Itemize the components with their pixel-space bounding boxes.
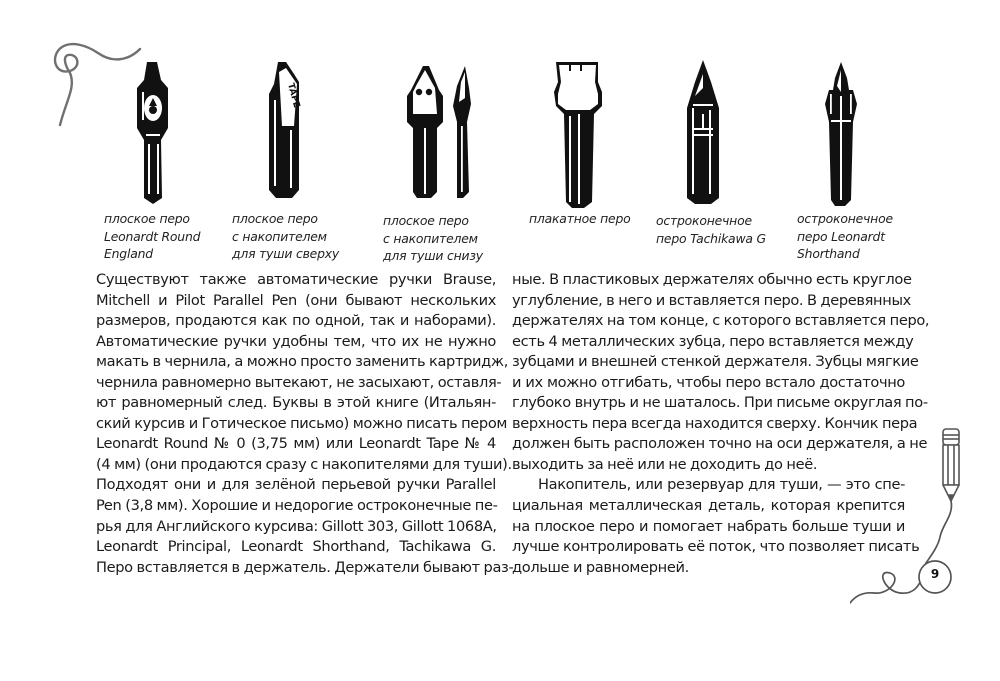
text-line: Автоматические ручки удобны тем, что их не нужно (96, 332, 496, 350)
nib-caption-tachikawa-g (656, 212, 766, 247)
text-line: дольше и равномерней. (512, 558, 689, 576)
text-line: ные. В пластиковых держателях обычно есть круглое (512, 271, 912, 288)
text-line: верхность пера всегда находится сверху. Кончик пера (512, 414, 918, 432)
nib-caption-reservoir-bottom (383, 212, 483, 265)
text-line: циальная металлическая деталь, которая крепится (512, 497, 905, 515)
nib-reservoir-bottom-illustration (403, 62, 483, 202)
caption-line: Shorthand (797, 246, 860, 261)
caption-line: перо Leonardt (797, 228, 885, 244)
nib-poster-illustration (552, 60, 604, 208)
pencil-swirl-ornament (850, 425, 1000, 615)
text-line: Накопитель, или резервуар для туши, — это спе- (538, 476, 905, 494)
nib-tape-illustration (264, 60, 304, 200)
text-line: выходить за неё или не доходить до неё. (512, 455, 818, 473)
text-line: углубление, в него и вставляется перо. В деревянных (512, 291, 911, 309)
caption-line: остроконечное (797, 211, 893, 226)
caption-line: с накопителем (232, 228, 327, 244)
text-line: Существуют также автоматические ручки Brause, (96, 271, 496, 288)
nib-caption-poster (529, 210, 631, 228)
text-line: Перо вставляется в держатель. Держатели бывают раз- (96, 558, 514, 576)
text-line: держателях на том конце, с которого вставляется перо, (512, 312, 930, 330)
caption-line: плакатное перо (529, 211, 631, 226)
nib-caption-leonardt-round (104, 210, 200, 263)
nib-leonardt-shorthand-illustration (823, 60, 859, 208)
caption-line: плоское перо (383, 213, 469, 228)
text-line: и их можно отгибать, чтобы перо встало достаточно (512, 373, 905, 391)
body-text-left-column (96, 270, 514, 578)
caption-line: плоское перо (232, 211, 318, 226)
text-line: должен быть расположен точно на оси держателя, а не (512, 435, 928, 453)
text-line: на плоское перо и помогает набрать больше туши и (512, 517, 905, 535)
body-text-right-column (512, 270, 930, 578)
caption-line: Leonardt Round (104, 228, 201, 244)
text-line: ют равномерный след. Буквы в этой книге (Итальян- (96, 394, 496, 412)
text-line: Leonardt Principal, Leonardt Shorthand, Tachikawa G. (96, 538, 496, 556)
caption-line: перо Tachikawa G (656, 230, 766, 246)
text-line: Подходят они и для зелёной перьевой ручки Parallel (96, 476, 496, 494)
text-line: макать в чернила, а можно просто заменить картридж, (96, 353, 508, 371)
text-line: рья для Английского курсива: Gillott 303, Gillott 1068A, (96, 517, 497, 535)
text-line: Pen (3,8 мм). Хорошие и недорогие остроконечные пе- (96, 497, 498, 515)
page-number: 9 (930, 567, 940, 581)
text-line: ский курсив и Готическое письмо) можно писать пером (96, 414, 508, 432)
caption-line: для туши снизу (383, 248, 483, 263)
text-line: чернила равномерно вытекают, не засыхают, оставля- (96, 373, 502, 391)
text-line: глубоко внутрь и не шаталось. При письме округлая по- (512, 394, 928, 412)
nib-caption-tape (232, 210, 339, 263)
text-line: Mitchell и Pilot Parallel Pen (они бывают нескольких (96, 291, 496, 309)
text-line: размеров, продаются как по одной, так и наборами). (96, 312, 496, 330)
caption-line: для туши сверху (232, 246, 340, 261)
nib-tachikawa-g-illustration (683, 58, 723, 206)
text-line: (4 мм) (они продаются сразу с накопителями для туши). (96, 455, 512, 473)
caption-line: England (104, 246, 153, 261)
nib-engraving-text: TAPE (285, 82, 302, 110)
text-line: зубцами и внешней стенкой держателя. Зубцы мягкие (512, 353, 919, 371)
caption-line: с накопителем (383, 230, 478, 246)
text-line: Leonardt Round № 0 (3,75 мм) или Leonardt Tape № 4 (96, 435, 496, 453)
text-line: есть 4 металлических зубца, перо вставляется между (512, 332, 914, 350)
text-line: лучше контролировать её поток, что позволяет писать (512, 538, 920, 556)
caption-line: плоское перо (104, 211, 190, 226)
nib-caption-leonardt-shorthand (797, 210, 893, 263)
caption-line: остроконечное (656, 213, 752, 228)
nib-leonardt-round-illustration (133, 58, 173, 206)
